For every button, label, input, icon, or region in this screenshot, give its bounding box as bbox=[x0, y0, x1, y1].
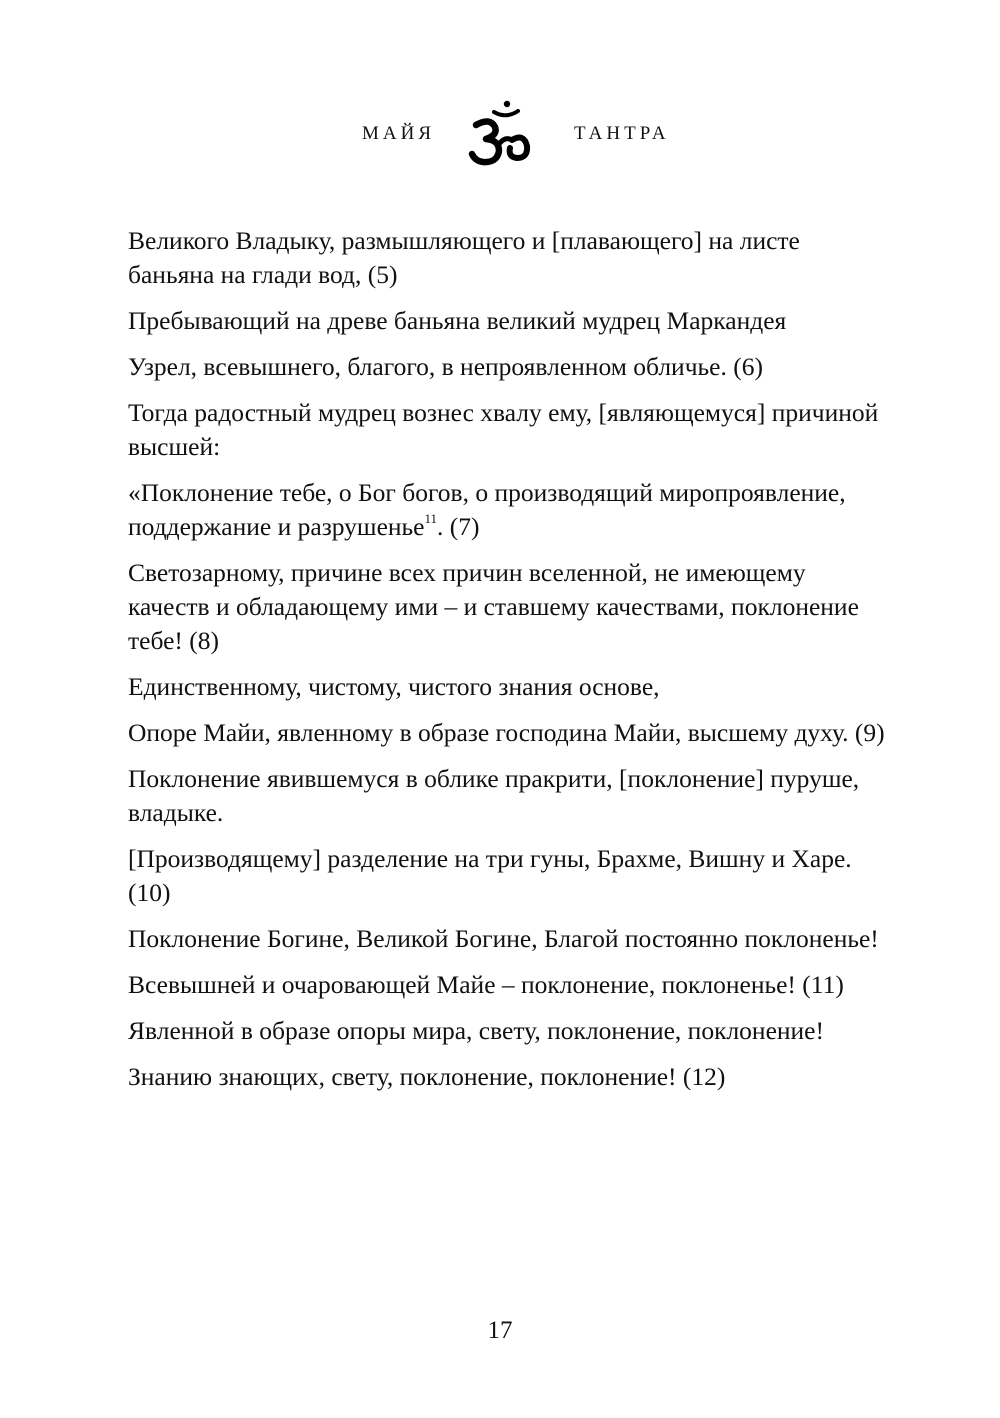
verse-text: Знанию знающих, свету, поклонение, поклонение! (12) bbox=[128, 1062, 726, 1091]
verse bbox=[128, 350, 888, 384]
verse-text: [Производящему] разделение на три гуны, Брахме, Вишну и Харе. (10) bbox=[128, 844, 852, 907]
footnote-reference[interactable]: 11 bbox=[424, 511, 438, 526]
running-head bbox=[0, 98, 1000, 168]
verse-text: Тогда радостный мудрец вознес хвалу ему, [являющемуся] причиной высшей: bbox=[128, 398, 879, 461]
verse bbox=[128, 224, 888, 292]
verse-text: Единственному, чистому, чистого знания основе, bbox=[128, 672, 660, 701]
verse bbox=[128, 396, 888, 464]
verse-text-continuation: . (7) bbox=[437, 512, 480, 541]
verse bbox=[128, 304, 888, 338]
verse bbox=[128, 968, 888, 1002]
verse-text: Узрел, всевышнего, благого, в непроявленном обличье. (6) bbox=[128, 352, 763, 381]
verse bbox=[128, 716, 888, 750]
page-body bbox=[128, 224, 888, 1106]
verse-text: Опоре Майи, явленному в образе господина Майи, высшему духу. (9) bbox=[128, 718, 885, 747]
verse bbox=[128, 670, 888, 704]
verse-text: Поклонение явившемуся в облике пракрити, [поклонение] пуруше, владыке. bbox=[128, 764, 860, 827]
verse-text: «Поклонение тебе, о Бог богов, о производящий миропроявление, поддержание и разрушенье bbox=[128, 478, 846, 541]
verse bbox=[128, 476, 888, 544]
verse-text: Поклонение Богине, Великой Богине, Благой постоянно поклоненье! bbox=[128, 924, 879, 953]
verse-text: Явленной в образе опоры мира, свету, поклонение, поклонение! bbox=[128, 1016, 824, 1045]
verse bbox=[128, 842, 888, 910]
verse-text: Светозарному, причине всех причин вселенной, не имеющему качеств и обладающему ими – и ставшему качествами, поклонение тебе! (8) bbox=[128, 558, 859, 655]
verse bbox=[128, 1060, 888, 1094]
running-head-title-right: ТАНТРА bbox=[574, 123, 670, 144]
running-head-title-left: МАЙЯ bbox=[362, 123, 436, 144]
verse bbox=[128, 762, 888, 830]
verse bbox=[128, 556, 888, 658]
verse bbox=[128, 922, 888, 956]
verse-text: Великого Владыку, размышляющего и [плавающего] на листе баньяна на глади вод, (5) bbox=[128, 226, 800, 289]
page-number: 17 bbox=[487, 1317, 513, 1344]
om-icon bbox=[466, 98, 536, 166]
verse-text: Пребывающий на древе баньяна великий мудрец Маркандея bbox=[128, 306, 787, 335]
verse bbox=[128, 1014, 888, 1048]
verse-text: Всевышней и очаровающей Майе – поклонение, поклоненье! (11) bbox=[128, 970, 844, 999]
